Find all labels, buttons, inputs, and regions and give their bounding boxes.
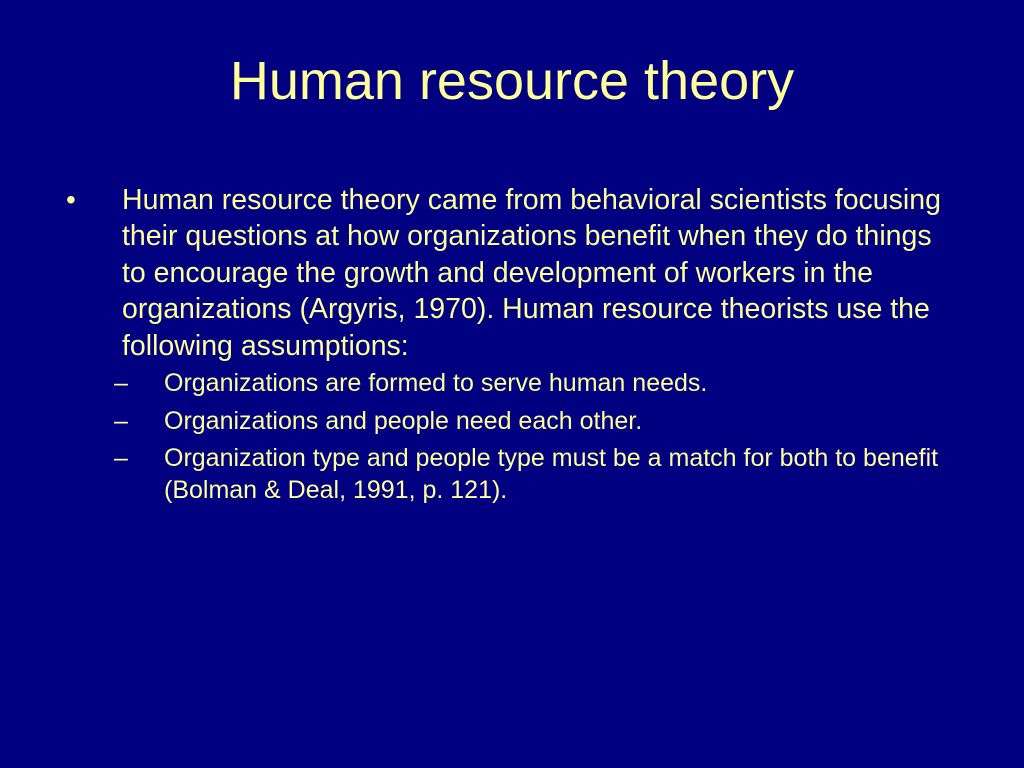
list-item-text: Organization type and people type must be a match for both to benefit (Bolman & Deal, 1991, p. 121).: [164, 444, 939, 504]
list-item: [52, 182, 972, 364]
page-title: Human resource theory: [229, 51, 795, 111]
slide-body: [52, 182, 972, 512]
dash-marker-icon: –: [114, 406, 128, 435]
list-item: [52, 368, 972, 400]
dash-marker-icon: –: [114, 444, 128, 473]
list-item-text: Human resource theory came from behavioral scientists focusing their questions at how organizations benefit when they do things to encourage the growth and development of workers in the organizations (Argyris, 1970). Human resource theorists use the following assumptions:: [122, 184, 941, 362]
list-item-text: Organizations are formed to serve human needs.: [164, 369, 708, 398]
list-item: [52, 443, 972, 506]
list-item-text: Organizations and people need each other.: [164, 406, 643, 435]
list-item: [52, 406, 972, 438]
bullet-marker-icon: •: [66, 184, 76, 215]
dash-marker-icon: –: [114, 369, 128, 398]
